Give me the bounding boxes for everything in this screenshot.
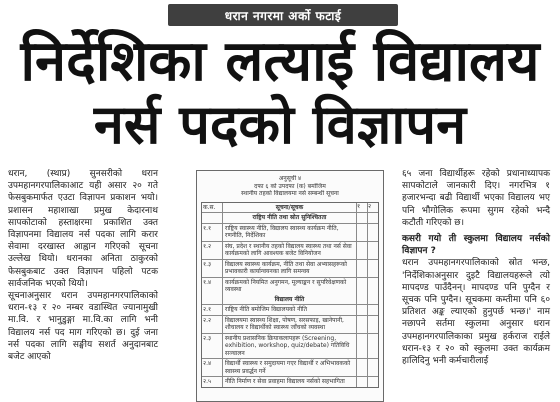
left-paragraph-2: सूचनाअनुसार धरान उपमहानगरपालिकाको धरान-१३ र २० नम्बर वडास्थित ज्यानामुखी मा.वि. र भानुडुङ्गा मा.वि.का लागि भनी विद्यालय नर्स पद माग गरिएको छ। दुई जना नर्स पदका लागि सङ्घीय सशर्त अनुदानबाट बजेट आएको xyxy=(8,291,158,363)
annex-table-row xyxy=(202,316,378,334)
row-sn: २.२ xyxy=(202,316,223,333)
row-text: राष्ट्रिय नीति बमोजिम विद्यालयको नीति xyxy=(223,305,357,315)
annex-table-row xyxy=(202,377,378,387)
section-a-title: राष्ट्रिय नीति तथा स्रोत सुनिश्चितता xyxy=(223,213,357,223)
annex-table-row xyxy=(202,305,378,316)
row-sn: १.१ xyxy=(202,224,223,241)
right-subheading: कसरी गयो ती स्कुलमा विद्यालय नर्सको विज्ञापन ? xyxy=(402,234,550,257)
right-paragraph-2: धरान उपमहानगरपालिकाको स्रोत भन्छ, 'निर्देशिकाअनुसार दुइटै विद्यालयहरूले त्यो मापदण्ड पाउँदैनन्। मापदण्ड पनि पुग्दैन र सूचक पनि पुग्दैन। सूचकमा कम्तीमा पनि ६० प्रतिशत अङ्क ल्याएको हुनुपर्छ भन्छ।' नाम नछापने सर्तमा स्कुलमा अनुसार धरान उपमहानगरपालिकाका प्रमुख हर्कराज राईले धरान-१३ र २० को स्कुलमा उक्त कार्यक्रम हालिदिनु भनी कर्मचारीलाई xyxy=(402,258,550,367)
row-text: संघ, प्रदेश र स्थानीय तहको विद्यालय स्वास्थ्य तथा नर्स सेवा कार्यक्रमको लागि आवश्यक बजेट विनियोजन xyxy=(223,242,357,259)
row-text: नीति निर्माण र सेवा प्रवाहमा विद्यालय नर्सको सहभागिता xyxy=(223,377,357,387)
annex-number: अनुसूची ४ xyxy=(278,175,302,182)
annex-table-row xyxy=(202,224,378,242)
annex-table-row xyxy=(202,242,378,260)
right-column xyxy=(402,168,550,367)
row-sn: १.३ xyxy=(202,260,223,277)
annex-section-row xyxy=(202,295,378,306)
annex-header-line-1: दफा ६ को उपदफा (क) बमोजिम xyxy=(254,182,326,190)
annex-header-line-2: स्थानीय तहको विद्यालयमा नर्स सम्बन्धी सूचना xyxy=(241,190,339,197)
row-sn: १.४ xyxy=(202,278,223,295)
row-sn: १.२ xyxy=(202,242,223,259)
row-sn: २.४ xyxy=(202,359,223,376)
row-text: कार्यक्रमको नियमित अनुगमन, मूल्याङ्कन र सुपरिवेक्षणको व्यवस्था xyxy=(223,278,357,295)
header-sn: क.स. xyxy=(202,203,223,213)
annex-table-row xyxy=(202,359,378,377)
annex-table-row xyxy=(202,334,378,360)
annex-table-header-row xyxy=(202,203,378,214)
row-text: स्थानीय प्रशासनिक क्रियाकलापहरू (Screening, exhibition, workshop, quiz/debate) गतिविधि सञ्चालन xyxy=(223,334,357,359)
left-column xyxy=(8,168,158,363)
row-text: विद्यालयमा स्वास्थ्य शिक्षा, पोषण, सरसफाइ, खानेपानी, शौचालय र विद्यार्थीको स्वास्थ्य जाँचको व्यवस्था xyxy=(223,316,357,333)
section-b-rows xyxy=(202,305,378,387)
row-sn: २.१ xyxy=(202,305,223,315)
right-paragraph-1: ६५ जना विद्यार्थीहरू रहेको प्रधानाध्यापक सापकोटाले जानकारी दिए। नगरभित्र १ हजारभन्दा बढी विद्यार्थी भएका विद्यालय भए पनि भौगोलिक रूपमा सुगम रहेको भन्दै कटौती गरिएको छ। xyxy=(402,169,550,228)
headline-line-2: नर्स पदको विज्ञापन xyxy=(93,93,467,156)
section-b-title: विद्यालय नीति xyxy=(223,295,357,305)
left-paragraph-1: धरान, (स्थाप्र) सुनसरीको धरान उपमहानगरपालिकाआट यही असार २० गते फेसबुकमार्फत एउटा विज्ञापन प्रकाशन भयो। प्रशासन महाशाखा प्रमुख केदारनाथ सापकोटाको हस्ताक्षरमा प्रकाशित उक्त विज्ञापनमा विद्यालय नर्स पदका लागि करार सेवामा दरखास्त आह्वान गरिएको सूचना उल्लेख थियो। धरानका अनिता ठाकुरको फेसबुकबाट उक्त विज्ञापन पहिलो पटक सार्वजनिक भएको थियो। xyxy=(8,169,158,289)
header-c4: २ xyxy=(368,202,372,210)
annex-table-row xyxy=(202,278,378,295)
row-text: विद्यालय स्वास्थ्य कार्यक्रम, नीति तथा सेवा अभ्यासहरूको प्रभावकारी कार्यान्वयनका लागि समन्वय xyxy=(223,260,357,277)
annex-table-row xyxy=(202,260,378,278)
annex-section-row xyxy=(202,213,378,224)
row-sn: २.३ xyxy=(202,334,223,359)
section-a-rows xyxy=(202,224,378,295)
section-banner: धरान नगरमा अर्को फटाई xyxy=(168,4,398,26)
annex-table xyxy=(201,202,379,388)
row-sn: २.५ xyxy=(202,377,223,387)
annex-header xyxy=(197,171,383,198)
header-c3: १ xyxy=(357,203,368,213)
row-text: राष्ट्रिय स्वास्थ्य नीति, विद्यालय स्वास्थ्य कार्यक्रम नीति, रणनीति, निर्देशिका xyxy=(223,224,357,241)
annex-document-image xyxy=(196,170,384,402)
headline-line-1: निर्देशिका लत्याई विद्यालय xyxy=(20,29,540,94)
header-item: सूचना/सूचक xyxy=(223,203,357,213)
row-text: विद्यार्थी स्वास्थ्य र समुदायमा गएर विद्यार्थी र अभिभावकको स्वास्थ्य प्रवर्द्धन गर्ने xyxy=(223,359,357,376)
